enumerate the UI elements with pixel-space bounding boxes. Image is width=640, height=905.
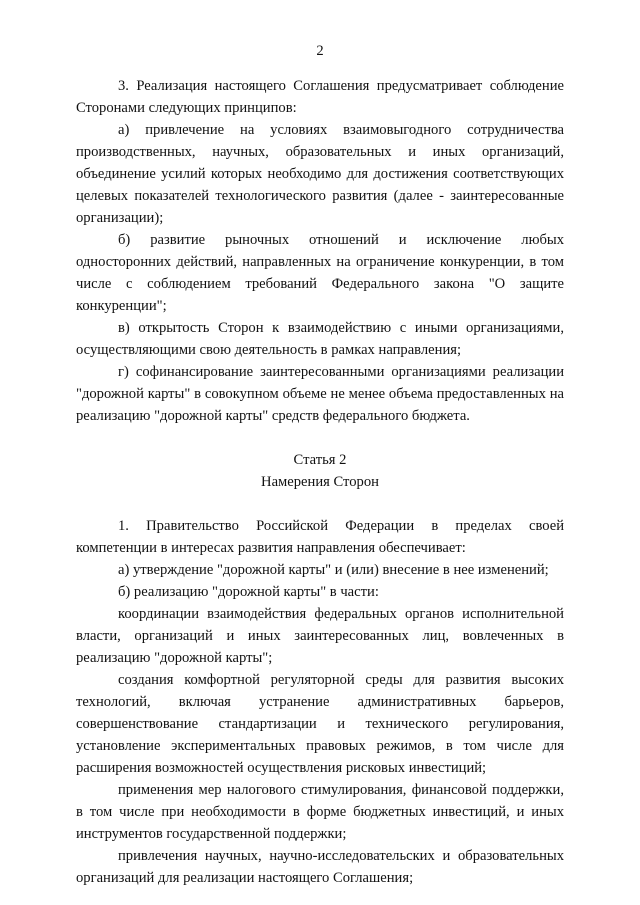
paragraph: применения мер налогового стимулирования, финансовой поддержки, в том числе при необходимости в форме бюджетных инвестиций, и иных инструментов государственной поддержки; bbox=[76, 782, 564, 842]
paragraph: г) софинансирование заинтересованными организациями реализации "дорожной карты" в совокупном объеме не менее объема предоставленных на реализацию "дорожной карты" средств федерального бюджета. bbox=[76, 364, 564, 424]
paragraph: 1. Правительство Российской Федерации в пределах своей компетенции в интересах развития направления обеспечивает: bbox=[76, 518, 564, 556]
paragraph: б) развитие рыночных отношений и исключение любых односторонних действий, направленных на ограничение конкуренции, в том числе с соблюдением требований Федерального закона "О защите конкуренции"; bbox=[76, 232, 564, 314]
article-heading bbox=[76, 449, 564, 493]
page-number: 2 bbox=[316, 43, 324, 59]
paragraph: б) реализацию "дорожной карты" в части: bbox=[118, 584, 379, 600]
article-number: Статья 2 bbox=[293, 452, 347, 468]
paragraph: а) привлечение на условиях взаимовыгодного сотрудничества производственных, научных, образовательных и иных организаций, объединение усилий которых необходимо для достижения соответствующих целевых показателей технологического развития (далее - заинтересованные организации); bbox=[76, 122, 564, 226]
paragraph: а) утверждение "дорожной карты" и (или) внесение в нее изменений; bbox=[118, 562, 549, 578]
paragraph: координации взаимодействия федеральных органов исполнительной власти, организаций и иных заинтересованных лиц, вовлеченных в реализацию "дорожной карты"; bbox=[76, 606, 564, 666]
document-page bbox=[76, 40, 564, 889]
paragraph: создания комфортной регуляторной среды для развития высоких технологий, включая устранение административных барьеров, совершенствование стандартизации и технического регулирования, установление экспериментальных правовых режимов, в том числе для расширения возможностей осуществления рисковых инвестиций; bbox=[76, 672, 564, 776]
paragraph: в) открытость Сторон к взаимодействию с иными организациями, осуществляющими свою деятельность в рамках направления; bbox=[76, 320, 564, 358]
paragraph: привлечения научных, научно-исследовательских и образовательных организаций для реализации настоящего Соглашения; bbox=[76, 848, 564, 886]
article-title: Намерения Сторон bbox=[261, 474, 379, 490]
paragraph: 3. Реализация настоящего Соглашения предусматривает соблюдение Сторонами следующих принципов: bbox=[76, 78, 564, 116]
section-intentions bbox=[76, 515, 564, 889]
section-principles bbox=[76, 75, 564, 427]
